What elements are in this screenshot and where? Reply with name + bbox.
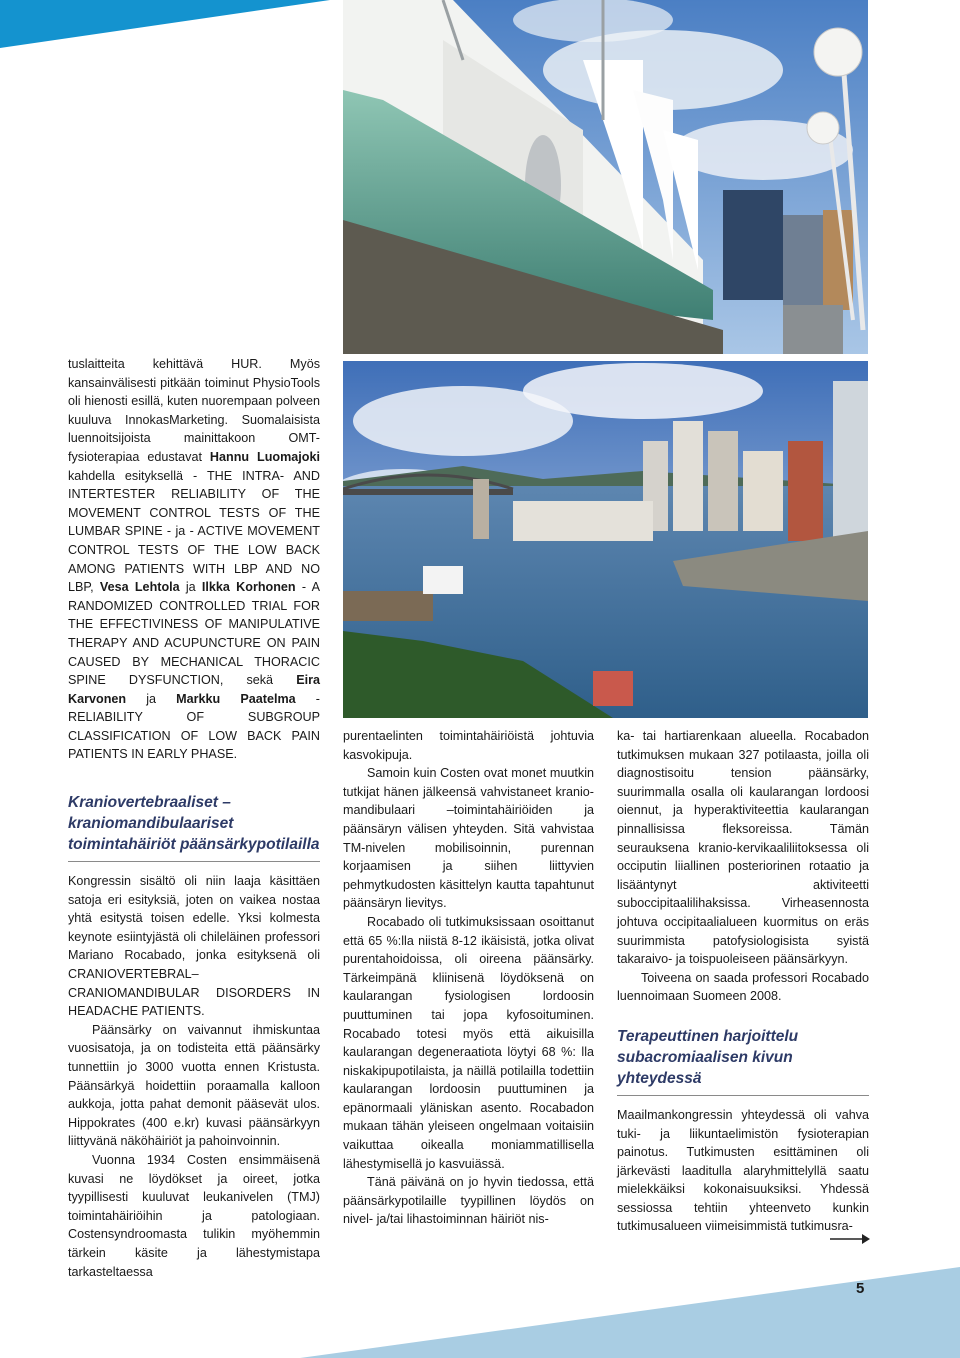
paragraph: Tänä päivänä on jo hyvin tiedossa, että päänsärkypotilaille tyypillinen löydös on nivel- ja/tai lihastoiminnan häiriöt nis- (343, 1175, 594, 1227)
paragraph: Vuonna 1934 Costen ensimmäisenä kuvasi ne löydökset ja oireet, jotka tyypillisesti kuuluvat leukanivelen (TMJ) toimintahäiriöihin ja patologiaan. Costensyndroomasta tulikin myöhemmin tärkein käsite ja lähestymistapa tarkasteltaessa (68, 1152, 320, 1279)
speaker-name: Hannu Luomajoki (209, 449, 320, 464)
paragraph: purentaelinten toimintahäiriöistä johtuvia kasvokipuja. (343, 729, 594, 762)
paragraph: Kongressin sisältö oli niin laaja käsittäen satoja eri esityksiä, joten on vaikea nostaa yhtä esitystä toisen edelle. Yksi kolmesta keynote esiintyjästä oli chileläinen professori Mariano Rocabado, jonka esityksenä oli CRANIOVERTEBRAL–CRANIOMANDIBULAR DISORDERS IN HEADACHE PATIENTS. (68, 874, 320, 1019)
paragraph: Toiveena on saada professori Rocabado luennoimaan Suomeen 2008. (617, 970, 869, 1004)
page-number: 5 (856, 1280, 865, 1297)
paragraph: Rocabado oli tutkimuksissaan osoittanut että 65 %:lla niistä 8-12 ikäisistä, jotka olivat purentahoidoissa, oli oireena päänsärky. Tärkeimpänä kliinisenä löydöksenä on kaularangan fysiologisen lordoosin puuttuminen tai jopa kyfosoituminen. Rocabado totesi myös että aikuisilla kaularangan degeneraatiota löytyi 68 %: lla niskakipupotilaista, ja näillä potilailla todettiin kaularangan lordoosin puuttuminen ja epänormaali yläniskan asento. Rocabadon mukaan tähän yleiseen ongelmaan voitaisiin vaikuttaa oikealla moniammatillisella lähestymisellä jo kasvuiässä. (343, 914, 594, 1171)
section-heading: Terapeuttinen harjoittelu subacromiaalisen kivun yhteydessä (617, 1026, 869, 1096)
text-column-3 (617, 727, 869, 1236)
arrow-right-icon (830, 1232, 870, 1246)
speaker-name: Ilkka Korhonen (201, 580, 296, 595)
text-column-2 (343, 727, 594, 1229)
top-left-stripe (0, 0, 330, 52)
speaker-name: Eira Karvonen (68, 673, 320, 706)
paragraph: ka- tai hartiarenkaan alueella. Rocabadon tutkimuksen mukaan 327 potilaasta, joilla oli diagnostisoitu tension päänsärky, suurimmalla osalla oli kaularangan lordoosi oiennut, ja hyperaktiviteettia kaularangan pinnallisissa fleksoreissa. Tämän seurauksena kranio-kervikaaliliitoksessa oli occiputin liiallinen posteriorinen rotaatio ja lisääntynyt aktiviteetti suboccipitaalilihaksissa. Virheasennosta johtuva occipitaalialueen kuormitus on eräs suurimmista patofysiologisista syistä takaraivo- ja toispuoleiseen päänsärkyyn. (617, 729, 869, 967)
text-column-1 (68, 355, 320, 1281)
speaker-name: Vesa Lehtola (99, 580, 180, 595)
section-heading: Kraniovertebraaliset – kraniomandibulaariset toimintahäiriöt päänsärkypotilailla (68, 792, 320, 862)
paragraph: Päänsärky on vaivannut ihmiskuntaa vuosisatoja, ja on todisteita että päänsärky tunnettiin jo 3000 vuotta ennen Kristusta. Päänsärkyä hoidettiin poraamalla kalloon aukkoja, jotta pahat demonit pääsevät ulos. Hippokrates (400 e.kr) kuvasi päänsärkyyn liittyvänä näköhäiriöt ja pahoinvoinnin. (68, 1022, 320, 1149)
paragraph: Maailmankongressin yhteydessä oli vahva tuki- ja liikuntaelimistön fysioterapian painotus. Tutkimusten esittäminen oli järkevästi laaditulla alaryhmittelyllä saatu mielekkäiksi kokonaisuuksiksi. Yhdessä sessiossa tehtiin yhteenveto kunkin tutkimusalueen viimeisimmistä tutkimusra- (617, 1107, 869, 1234)
speaker-name: Markku Paatelma (176, 691, 296, 706)
paragraph: tuslaitteita kehittävä HUR. Myös kansainvälisesti pitkään toiminut PhysioTools oli hienosti esillä, kuten nuorempaan polveen kuuluva InnokasMarketing. Suomalaisista luennoitsijoista mainittakoon OMT-fysioterapiaa edustavat Hannu Luomajoki kahdella esityksellä - THE INTRA- AND INTERTESTER RELIABILITY OF THE MOVEMENT CONTROL TESTS OF THE LUMBAR SPINE - ja - ACTIVE MOVEMENT CONTROL TESTS OF THE LOW BACK AMONG PATIENTS WITH LBP AND NO LBP, Vesa Lehtola ja Ilkka Korhonen - A RANDOMIZED CONTROLLED TRIAL FOR THE EFFECTIVINESS OF MANIPULATIVE THERAPY AND ACUPUNCTURE ON PAIN CAUSED BY MECHANICAL THORACIC SPINE DYSFUNCTION, sekä Eira Karvonen ja Markku Paatelma - RELIABILITY OF SUBGROUP CLASSIFICATION OF LOW BACK PAIN PATIENTS IN EARLY PHASE. (68, 357, 320, 762)
photo-vancouver-harbour (343, 361, 868, 718)
photo-canada-place (343, 0, 868, 354)
paragraph: Samoin kuin Costen ovat monet muutkin tutkijat hänen jälkeensä vahvistaneet kranio-mandibulaari –toimintahäiriöiden ja päänsäryn välisen yhteyden. Sitä vahvistaa TM-nivelen mobilisoinnin, purennan korjaamisen ja siihen liittyvien pehmytkudosten käsittelyn kautta tapahtunut päänsäryn lievitys. (343, 766, 594, 911)
